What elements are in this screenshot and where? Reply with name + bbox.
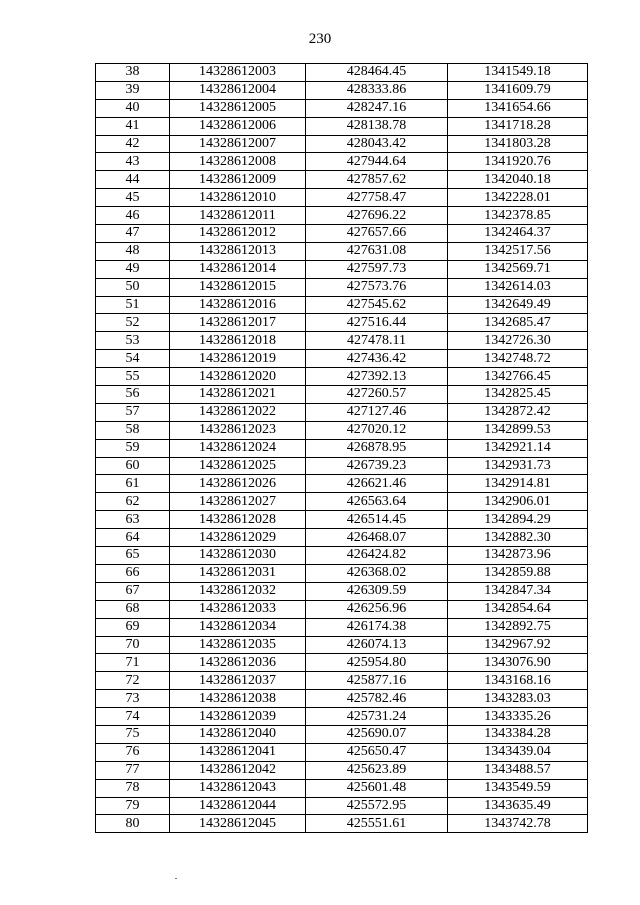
point-id-cell: 14328612007 [170,135,306,153]
table-row [96,654,588,672]
y-coordinate-cell: 1342649.49 [448,296,588,314]
scan-speck [175,878,177,879]
x-coordinate-cell: 428464.45 [306,64,448,82]
table-row [96,797,588,815]
table-row [96,350,588,368]
table-row [96,725,588,743]
point-id-cell: 14328612038 [170,690,306,708]
row-number-cell: 40 [96,99,170,117]
table-row [96,296,588,314]
point-id-cell: 14328612039 [170,708,306,726]
point-id-cell: 14328612011 [170,207,306,225]
y-coordinate-cell: 1341549.18 [448,64,588,82]
table-row [96,761,588,779]
row-number-cell: 42 [96,135,170,153]
x-coordinate-cell: 427857.62 [306,171,448,189]
y-coordinate-cell: 1343168.16 [448,672,588,690]
x-coordinate-cell: 425572.95 [306,797,448,815]
y-coordinate-cell: 1342766.45 [448,368,588,386]
x-coordinate-cell: 425954.80 [306,654,448,672]
row-number-cell: 67 [96,582,170,600]
x-coordinate-cell: 428043.42 [306,135,448,153]
table-row [96,332,588,350]
x-coordinate-cell: 426368.02 [306,564,448,582]
point-id-cell: 14328612044 [170,797,306,815]
row-number-cell: 52 [96,314,170,332]
row-number-cell: 75 [96,725,170,743]
y-coordinate-cell: 1342569.71 [448,260,588,278]
point-id-cell: 14328612021 [170,386,306,404]
point-id-cell: 14328612004 [170,81,306,99]
table-row [96,117,588,135]
point-id-cell: 14328612008 [170,153,306,171]
y-coordinate-cell: 1341718.28 [448,117,588,135]
y-coordinate-cell: 1342517.56 [448,242,588,260]
x-coordinate-cell: 427436.42 [306,350,448,368]
table-row [96,207,588,225]
y-coordinate-cell: 1342748.72 [448,350,588,368]
row-number-cell: 76 [96,743,170,761]
x-coordinate-cell: 425650.47 [306,743,448,761]
table-row [96,421,588,439]
row-number-cell: 45 [96,189,170,207]
table-row [96,511,588,529]
table-row [96,81,588,99]
row-number-cell: 73 [96,690,170,708]
table-row [96,278,588,296]
x-coordinate-cell: 427478.11 [306,332,448,350]
table-row [96,242,588,260]
x-coordinate-cell: 427597.73 [306,260,448,278]
y-coordinate-cell: 1343488.57 [448,761,588,779]
point-id-cell: 14328612043 [170,779,306,797]
table-row [96,368,588,386]
x-coordinate-cell: 426878.95 [306,439,448,457]
table-row [96,618,588,636]
y-coordinate-cell: 1342825.45 [448,386,588,404]
row-number-cell: 46 [96,207,170,225]
x-coordinate-cell: 427631.08 [306,242,448,260]
y-coordinate-cell: 1342882.30 [448,529,588,547]
y-coordinate-cell: 1343635.49 [448,797,588,815]
y-coordinate-cell: 1341803.28 [448,135,588,153]
row-number-cell: 44 [96,171,170,189]
y-coordinate-cell: 1342614.03 [448,278,588,296]
table-row [96,529,588,547]
y-coordinate-cell: 1342847.34 [448,582,588,600]
table-row [96,564,588,582]
point-id-cell: 14328612006 [170,117,306,135]
y-coordinate-cell: 1341920.76 [448,153,588,171]
y-coordinate-cell: 1342859.88 [448,564,588,582]
y-coordinate-cell: 1343549.59 [448,779,588,797]
table-row [96,403,588,421]
y-coordinate-cell: 1342378.85 [448,207,588,225]
x-coordinate-cell: 426309.59 [306,582,448,600]
table-row [96,815,588,833]
x-coordinate-cell: 427944.64 [306,153,448,171]
row-number-cell: 62 [96,493,170,511]
point-id-cell: 14328612031 [170,564,306,582]
y-coordinate-cell: 1342040.18 [448,171,588,189]
y-coordinate-cell: 1342228.01 [448,189,588,207]
x-coordinate-cell: 426739.23 [306,457,448,475]
point-id-cell: 14328612034 [170,618,306,636]
y-coordinate-cell: 1342873.96 [448,547,588,565]
row-number-cell: 80 [96,815,170,833]
page-number: 230 [308,31,332,47]
point-id-cell: 14328612033 [170,600,306,618]
point-id-cell: 14328612017 [170,314,306,332]
y-coordinate-cell: 1342906.01 [448,493,588,511]
row-number-cell: 55 [96,368,170,386]
row-number-cell: 61 [96,475,170,493]
x-coordinate-cell: 426424.82 [306,547,448,565]
row-number-cell: 65 [96,547,170,565]
y-coordinate-cell: 1342685.47 [448,314,588,332]
x-coordinate-cell: 427696.22 [306,207,448,225]
table-row [96,493,588,511]
x-coordinate-cell: 427127.46 [306,403,448,421]
row-number-cell: 51 [96,296,170,314]
row-number-cell: 41 [96,117,170,135]
row-number-cell: 47 [96,225,170,243]
x-coordinate-cell: 428333.86 [306,81,448,99]
x-coordinate-cell: 426621.46 [306,475,448,493]
point-id-cell: 14328612018 [170,332,306,350]
y-coordinate-cell: 1342921.14 [448,439,588,457]
point-id-cell: 14328612019 [170,350,306,368]
row-number-cell: 63 [96,511,170,529]
y-coordinate-cell: 1342726.30 [448,332,588,350]
table-row [96,475,588,493]
point-id-cell: 14328612013 [170,242,306,260]
point-id-cell: 14328612037 [170,672,306,690]
x-coordinate-cell: 425601.48 [306,779,448,797]
y-coordinate-cell: 1342464.37 [448,225,588,243]
x-coordinate-cell: 426074.13 [306,636,448,654]
x-coordinate-cell: 428247.16 [306,99,448,117]
table-row [96,636,588,654]
row-number-cell: 74 [96,708,170,726]
row-number-cell: 49 [96,260,170,278]
x-coordinate-cell: 426468.07 [306,529,448,547]
row-number-cell: 69 [96,618,170,636]
x-coordinate-cell: 425782.46 [306,690,448,708]
y-coordinate-cell: 1341609.79 [448,81,588,99]
table-row [96,708,588,726]
y-coordinate-cell: 1343283.03 [448,690,588,708]
row-number-cell: 48 [96,242,170,260]
row-number-cell: 56 [96,386,170,404]
table-row [96,582,588,600]
point-id-cell: 14328612030 [170,547,306,565]
point-id-cell: 14328612041 [170,743,306,761]
table-row [96,314,588,332]
x-coordinate-cell: 427758.47 [306,189,448,207]
y-coordinate-cell: 1343335.26 [448,708,588,726]
table-row [96,547,588,565]
point-id-cell: 14328612023 [170,421,306,439]
x-coordinate-cell: 425551.61 [306,815,448,833]
x-coordinate-cell: 427392.13 [306,368,448,386]
point-id-cell: 14328612022 [170,403,306,421]
point-id-cell: 14328612010 [170,189,306,207]
table-row [96,99,588,117]
point-id-cell: 14328612036 [170,654,306,672]
row-number-cell: 77 [96,761,170,779]
x-coordinate-cell: 427545.62 [306,296,448,314]
point-id-cell: 14328612042 [170,761,306,779]
x-coordinate-cell: 427020.12 [306,421,448,439]
y-coordinate-cell: 1342967.92 [448,636,588,654]
table-row [96,260,588,278]
table-row [96,457,588,475]
row-number-cell: 68 [96,600,170,618]
point-id-cell: 14328612045 [170,815,306,833]
point-id-cell: 14328612026 [170,475,306,493]
row-number-cell: 72 [96,672,170,690]
coordinates-table-body [96,64,588,833]
point-id-cell: 14328612028 [170,511,306,529]
x-coordinate-cell: 426563.64 [306,493,448,511]
x-coordinate-cell: 428138.78 [306,117,448,135]
row-number-cell: 78 [96,779,170,797]
table-row [96,386,588,404]
row-number-cell: 79 [96,797,170,815]
table-row [96,672,588,690]
table-row [96,779,588,797]
y-coordinate-cell: 1342894.29 [448,511,588,529]
table-row [96,171,588,189]
point-id-cell: 14328612024 [170,439,306,457]
table-row [96,690,588,708]
table-row [96,64,588,82]
row-number-cell: 70 [96,636,170,654]
table-row [96,189,588,207]
point-id-cell: 14328612012 [170,225,306,243]
row-number-cell: 66 [96,564,170,582]
point-id-cell: 14328612027 [170,493,306,511]
x-coordinate-cell: 427573.76 [306,278,448,296]
table-row [96,153,588,171]
point-id-cell: 14328612003 [170,64,306,82]
y-coordinate-cell: 1343384.28 [448,725,588,743]
row-number-cell: 64 [96,529,170,547]
x-coordinate-cell: 425731.24 [306,708,448,726]
y-coordinate-cell: 1343076.90 [448,654,588,672]
coordinates-table [95,63,588,833]
x-coordinate-cell: 425877.16 [306,672,448,690]
table-row [96,135,588,153]
x-coordinate-cell: 426514.45 [306,511,448,529]
table-row [96,225,588,243]
x-coordinate-cell: 426174.38 [306,618,448,636]
row-number-cell: 38 [96,64,170,82]
y-coordinate-cell: 1342931.73 [448,457,588,475]
y-coordinate-cell: 1342899.53 [448,421,588,439]
row-number-cell: 58 [96,421,170,439]
y-coordinate-cell: 1342854.64 [448,600,588,618]
table-row [96,743,588,761]
point-id-cell: 14328612032 [170,582,306,600]
point-id-cell: 14328612015 [170,278,306,296]
row-number-cell: 71 [96,654,170,672]
x-coordinate-cell: 425623.89 [306,761,448,779]
row-number-cell: 39 [96,81,170,99]
y-coordinate-cell: 1343742.78 [448,815,588,833]
row-number-cell: 50 [96,278,170,296]
y-coordinate-cell: 1341654.66 [448,99,588,117]
x-coordinate-cell: 427260.57 [306,386,448,404]
row-number-cell: 54 [96,350,170,368]
row-number-cell: 43 [96,153,170,171]
y-coordinate-cell: 1343439.04 [448,743,588,761]
table-row [96,439,588,457]
table-row [96,600,588,618]
point-id-cell: 14328612009 [170,171,306,189]
row-number-cell: 53 [96,332,170,350]
row-number-cell: 60 [96,457,170,475]
row-number-cell: 57 [96,403,170,421]
y-coordinate-cell: 1342914.81 [448,475,588,493]
point-id-cell: 14328612020 [170,368,306,386]
x-coordinate-cell: 425690.07 [306,725,448,743]
point-id-cell: 14328612016 [170,296,306,314]
y-coordinate-cell: 1342872.42 [448,403,588,421]
x-coordinate-cell: 427657.66 [306,225,448,243]
row-number-cell: 59 [96,439,170,457]
point-id-cell: 14328612025 [170,457,306,475]
point-id-cell: 14328612014 [170,260,306,278]
point-id-cell: 14328612029 [170,529,306,547]
point-id-cell: 14328612035 [170,636,306,654]
x-coordinate-cell: 427516.44 [306,314,448,332]
y-coordinate-cell: 1342892.75 [448,618,588,636]
point-id-cell: 14328612005 [170,99,306,117]
x-coordinate-cell: 426256.96 [306,600,448,618]
point-id-cell: 14328612040 [170,725,306,743]
